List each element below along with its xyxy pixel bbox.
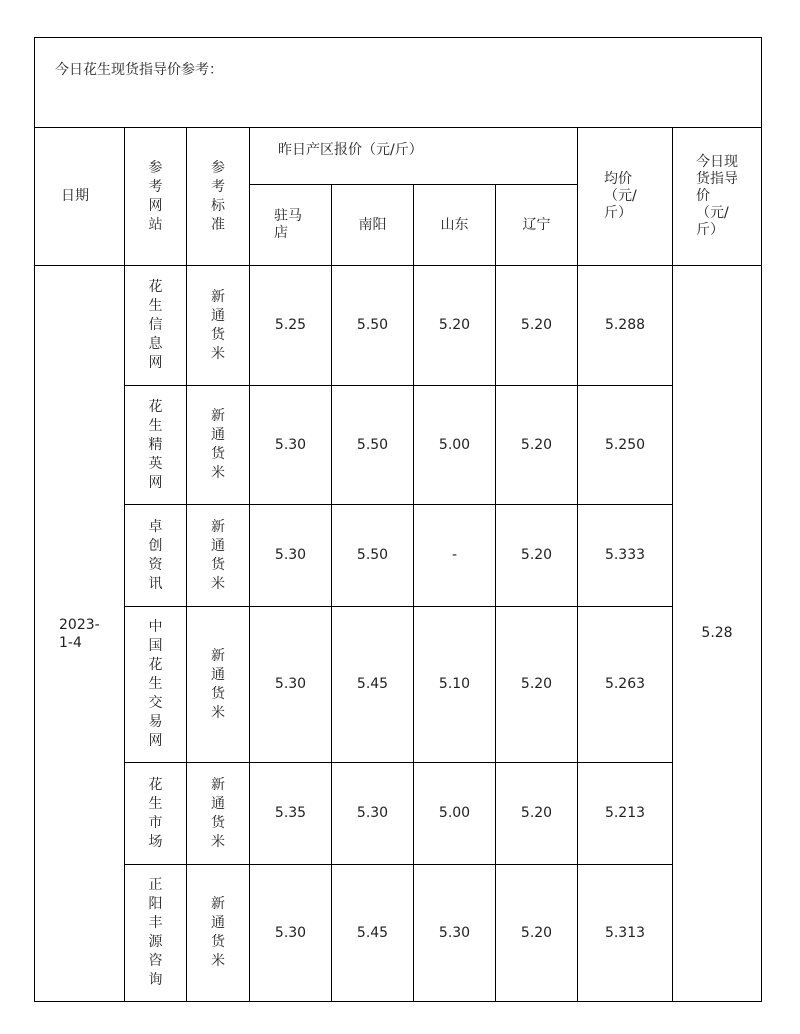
header-site: 参考网站: [148, 159, 163, 233]
price-cell: 5.20: [496, 505, 578, 607]
header-region-shandong: 山东: [414, 185, 496, 266]
header-region-group: 昨日产区报价（元/斤）: [250, 128, 578, 185]
price-cell: 5.45: [332, 607, 414, 763]
site-cell: [125, 763, 187, 865]
table-title: 今日花生现货指导价参考：: [55, 62, 223, 78]
standard-name: 新通货米: [211, 647, 225, 721]
price-cell: 5.00: [414, 763, 496, 865]
site-name: 卓创资讯: [148, 518, 163, 592]
header-region-zhumadian-cell: [250, 185, 332, 266]
avg-price-cell: 5.263: [578, 607, 673, 763]
table-title-cell: [35, 38, 762, 128]
price-cell: 5.30: [250, 607, 332, 763]
standard-cell: [187, 505, 250, 607]
site-cell: [125, 865, 187, 1002]
site-cell: [125, 505, 187, 607]
site-name: 花生精英网: [148, 398, 163, 491]
price-cell: 5.30: [250, 505, 332, 607]
standard-name: 新通货米: [211, 408, 225, 481]
price-cell: 5.10: [414, 607, 496, 763]
price-cell: 5.25: [250, 266, 332, 386]
standard-name: 新通货米: [211, 896, 225, 969]
price-cell: 5.30: [414, 865, 496, 1002]
header-standard: 参考标准: [211, 159, 225, 233]
standard-name: 新通货米: [211, 776, 225, 850]
price-cell: 5.50: [332, 505, 414, 607]
title-row: [35, 38, 762, 128]
price-cell: 5.20: [496, 763, 578, 865]
site-cell: [125, 386, 187, 505]
header-date: 日期: [35, 128, 125, 266]
header-avg: 均价（元/斤）: [604, 171, 637, 221]
site-cell: [125, 607, 187, 763]
standard-cell: [187, 266, 250, 386]
date-value: 2023-1-4: [59, 616, 100, 651]
standard-name: 新通货米: [211, 288, 225, 362]
header-avg-cell: [578, 128, 673, 266]
standard-cell: [187, 386, 250, 505]
avg-price-cell: 5.250: [578, 386, 673, 505]
price-cell: 5.30: [250, 865, 332, 1002]
price-cell: 5.30: [332, 763, 414, 865]
avg-price-cell: 5.333: [578, 505, 673, 607]
avg-price-cell: 5.313: [578, 865, 673, 1002]
site-name: 花生信息网: [148, 279, 163, 371]
price-cell: 5.20: [496, 266, 578, 386]
site-name: 中国花生交易网: [148, 619, 163, 749]
table-row: [35, 607, 762, 763]
price-table: [34, 37, 762, 1002]
table-row: [35, 763, 762, 865]
header-standard-cell: [187, 128, 250, 266]
table-row: [35, 386, 762, 505]
standard-cell: [187, 763, 250, 865]
header-row-1: [35, 128, 762, 185]
header-today-cell: [673, 128, 762, 266]
site-cell: [125, 266, 187, 386]
today-price-cell: 5.28: [673, 266, 762, 1002]
price-cell: -: [414, 505, 496, 607]
price-cell: 5.45: [332, 865, 414, 1002]
price-cell: 5.50: [332, 266, 414, 386]
site-name: 花生市场: [148, 776, 163, 850]
header-region-zhumadian: 驻马店: [274, 208, 302, 241]
price-cell: 5.50: [332, 386, 414, 505]
avg-price-cell: 5.288: [578, 266, 673, 386]
avg-price-cell: 5.213: [578, 763, 673, 865]
site-name: 正阳丰源咨询: [148, 877, 163, 988]
price-cell: 5.20: [414, 266, 496, 386]
header-site-cell: [125, 128, 187, 266]
header-today: 今日现货指导价（元/斤）: [696, 154, 738, 238]
price-cell: 5.20: [496, 865, 578, 1002]
price-cell: 5.35: [250, 763, 332, 865]
table-row: [35, 865, 762, 1002]
header-region-nanyang: 南阳: [332, 185, 414, 266]
standard-name: 新通货米: [211, 518, 225, 592]
price-cell: 5.20: [496, 386, 578, 505]
price-cell: 5.00: [414, 386, 496, 505]
standard-cell: [187, 865, 250, 1002]
header-region-liaoning: 辽宁: [496, 185, 578, 266]
price-document: [34, 37, 761, 1001]
table-row: [35, 505, 762, 607]
price-cell: 5.30: [250, 386, 332, 505]
date-cell: [35, 266, 125, 1002]
standard-cell: [187, 607, 250, 763]
table-row: [35, 266, 762, 386]
price-cell: 5.20: [496, 607, 578, 763]
